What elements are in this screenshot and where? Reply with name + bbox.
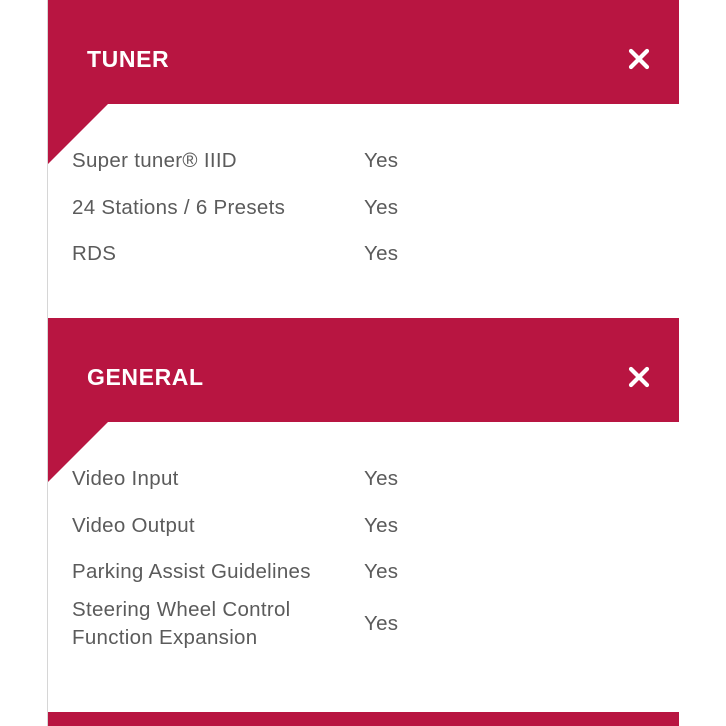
spec-value: Yes	[364, 149, 399, 173]
spec-row	[72, 503, 672, 550]
spec-label: RDS	[72, 242, 117, 266]
section-header-general[interactable]	[48, 318, 679, 422]
spec-value: Yes	[364, 611, 399, 635]
spec-label: 24 Stations / 6 Presets	[72, 195, 286, 219]
section-title: TUNER	[87, 46, 170, 72]
spec-label: Parking Assist Guidelines	[72, 560, 311, 584]
spec-label: Steering Wheel Control Function Expansion	[72, 597, 291, 649]
spec-row	[72, 592, 672, 656]
section-header-tuner[interactable]	[48, 0, 679, 104]
spec-panel	[47, 0, 678, 726]
spec-label: Video Input	[72, 467, 179, 491]
spec-row	[72, 456, 672, 503]
spec-row	[72, 138, 672, 185]
close-icon[interactable]	[620, 40, 658, 78]
spec-value: Yes	[364, 560, 399, 584]
spec-row	[72, 185, 672, 232]
spec-list-general	[72, 456, 672, 656]
spec-value: Yes	[364, 467, 399, 491]
spec-row	[72, 549, 672, 596]
spec-value: Yes	[364, 242, 399, 266]
spec-row	[72, 231, 672, 278]
spec-label: Video Output	[72, 513, 195, 537]
spec-value: Yes	[364, 513, 399, 537]
close-icon[interactable]	[620, 358, 658, 396]
spec-label: Super tuner® IIID	[72, 149, 237, 173]
next-section-header[interactable]	[48, 712, 679, 726]
spec-list-tuner	[72, 138, 672, 278]
spec-value: Yes	[364, 195, 399, 219]
section-title: GENERAL	[87, 364, 204, 390]
